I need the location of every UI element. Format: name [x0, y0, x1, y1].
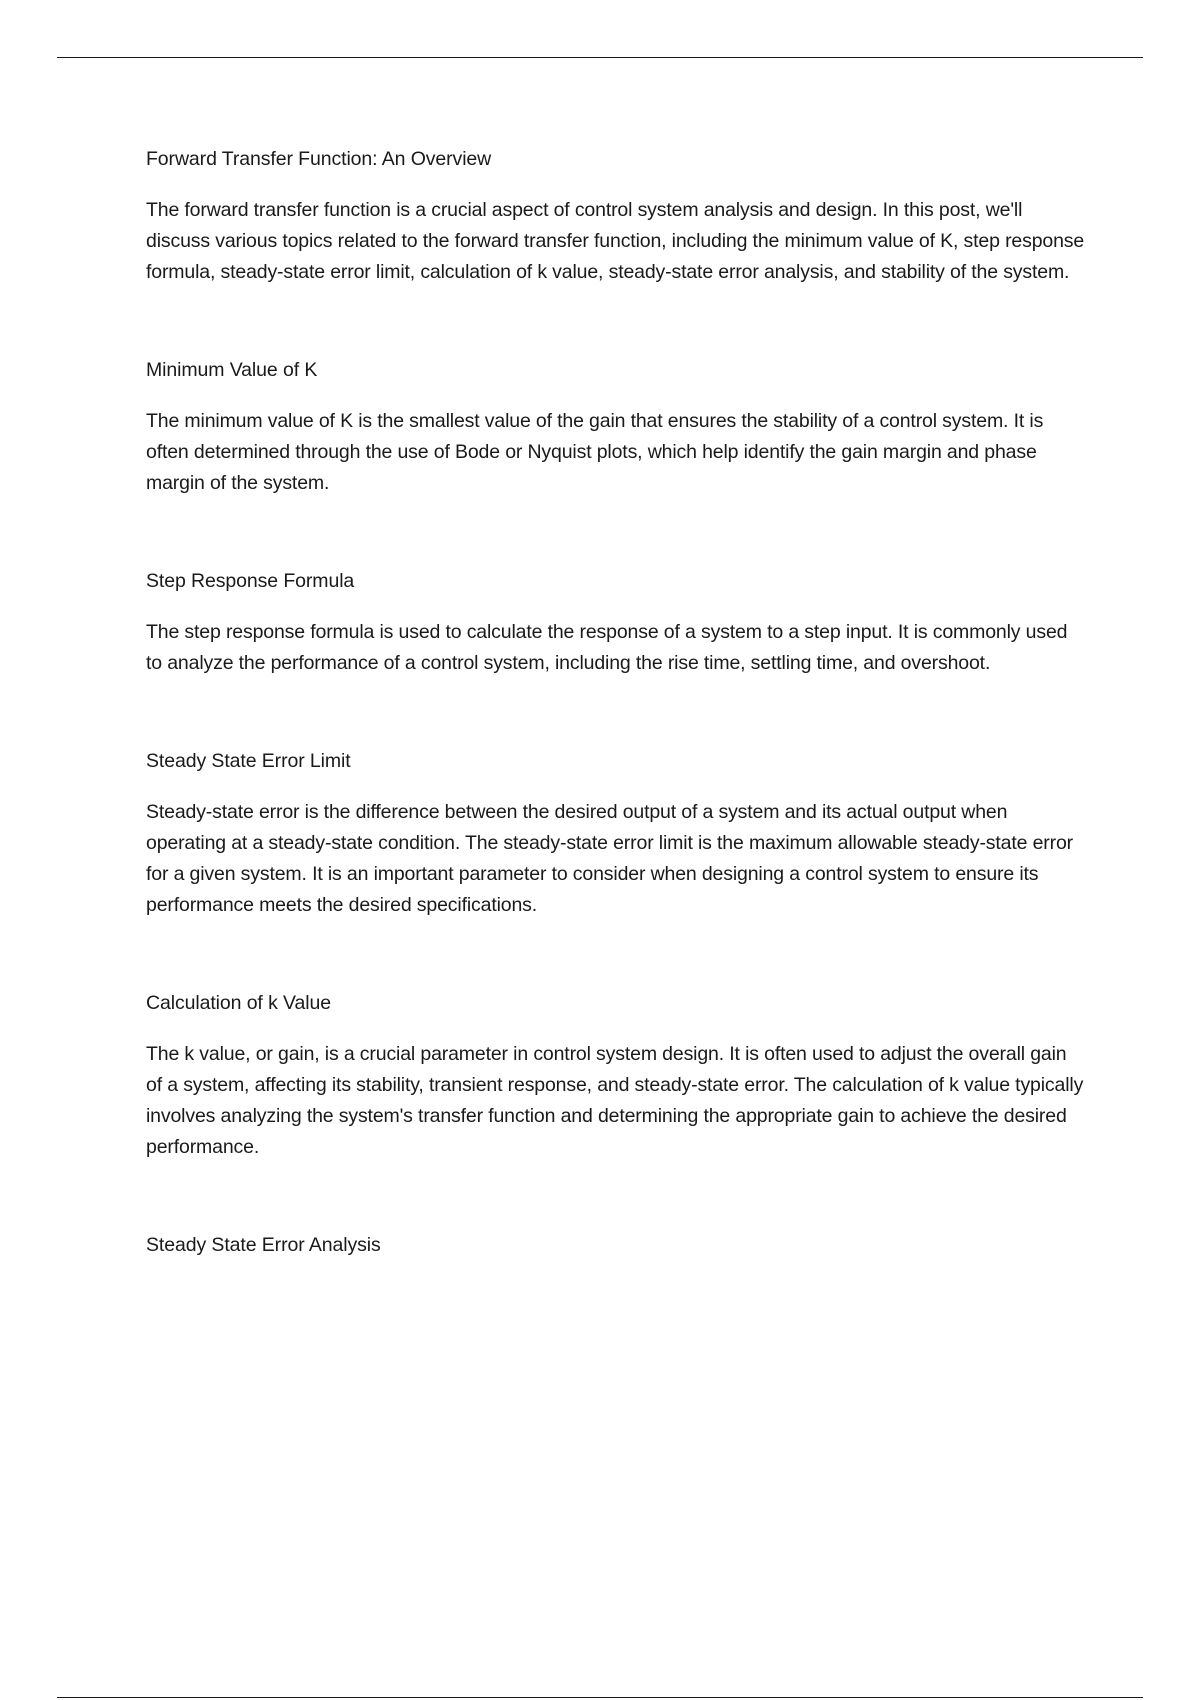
section-minimum-value-of-k [146, 356, 1086, 499]
section-heading: Minimum Value of K [146, 359, 318, 381]
section-heading: Calculation of k Value [146, 992, 331, 1014]
section-heading: Steady State Error Analysis [146, 1234, 381, 1256]
section-paragraph: The k value, or gain, is a crucial parameter in control system design. It is often used to adjust the overall gain of a system, affecting its stability, transient response, and steady-state error. The calculation of k value typically involves analyzing the system's transfer function and determining the appropriate gain to achieve the desired performance. [146, 1043, 1084, 1158]
section-steady-state-error-analysis [146, 1231, 1086, 1259]
top-rule [57, 57, 1143, 58]
document-title: Forward Transfer Function: An Overview [146, 148, 492, 170]
section-paragraph: The minimum value of K is the smallest value of the gain that ensures the stability of a control system. It is often determined through the use of Bode or Nyquist plots, which help identify the gain margin and phase margin of the system. [146, 410, 1044, 494]
bottom-rule [57, 1697, 1143, 1698]
section-paragraph: The step response formula is used to calculate the response of a system to a step input. It is commonly used to analyze the performance of a control system, including the rise time, settling time, and overshoot. [146, 621, 1068, 674]
section-step-response-formula [146, 567, 1086, 679]
intro-paragraph: The forward transfer function is a crucial aspect of control system analysis and design. In this post, we'll discuss various topics related to the forward transfer function, including the minimum value of K, step response formula, steady-state error limit, calculation of k value, steady-state error analysis, and stability of the system. [146, 199, 1085, 283]
section-steady-state-error-limit [146, 747, 1086, 921]
section-calculation-of-k-value [146, 989, 1086, 1163]
section-heading: Step Response Formula [146, 570, 355, 592]
document-body [146, 145, 1086, 1259]
section-paragraph: Steady-state error is the difference between the desired output of a system and its actual output when operating at a steady-state condition. The steady-state error limit is the maximum allowable steady-state error for a given system. It is an important parameter to consider when designing a control system to ensure its performance meets the desired specifications. [146, 801, 1074, 916]
section-heading: Steady State Error Limit [146, 750, 351, 772]
